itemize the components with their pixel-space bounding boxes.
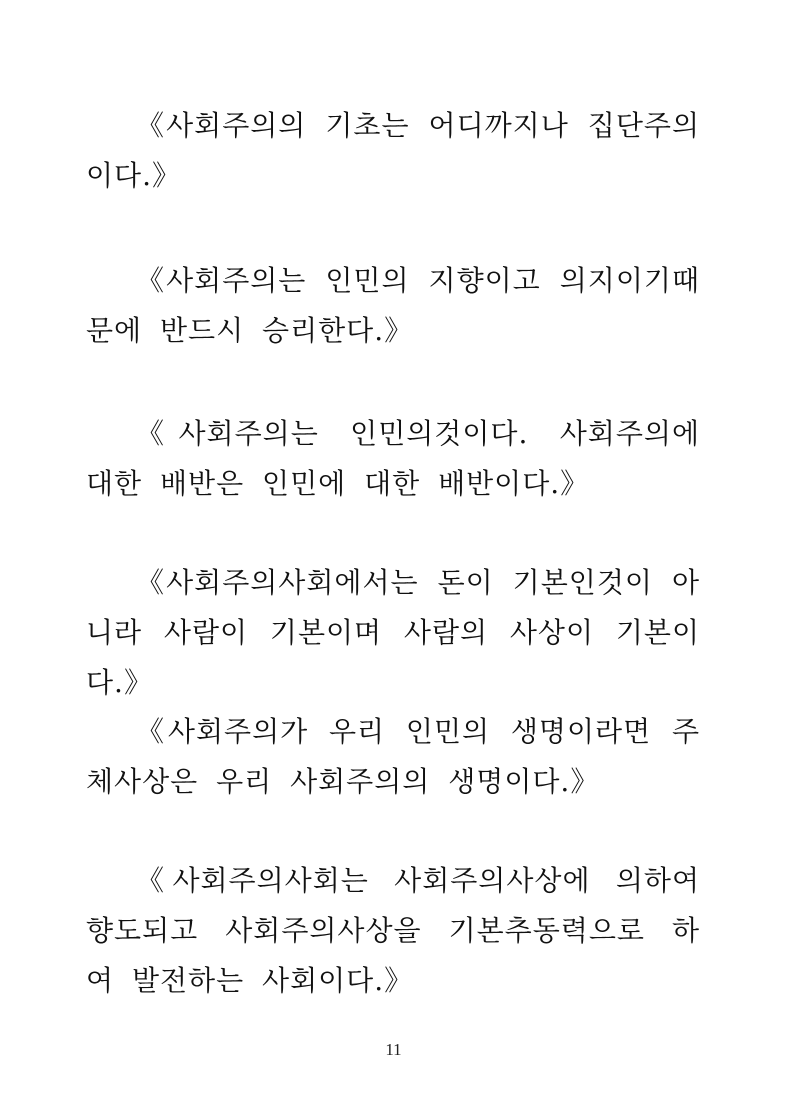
- quote-paragraph-6: 《사회주의사회는 사회주의사상에 의하여 향도되고 사회주의사상을 기본추동력으로 하여 발전하는 사회이다.》: [86, 864, 700, 997]
- quote-paragraph-3: 《사회주의는 인민의것이다. 사회주의에 대한 배반은 인민에 대한 배반이다.》: [86, 417, 700, 500]
- quote-paragraph-4: 《사회주의사회에서는 돈이 기본인것이 아니라 사람이 기본이며 사람의 사상이 기본이다.》: [86, 566, 700, 699]
- quote-paragraph-1: 《사회주의의 기초는 어디까지나 집단주의이다.》: [86, 109, 700, 192]
- quote-paragraph-2: 《사회주의는 인민의 지향이고 의지이기때문에 반드시 승리한다.》: [86, 264, 700, 347]
- page-number: 11: [385, 1040, 402, 1059]
- quote-paragraph-5: 《사회주의가 우리 인민의 생명이라면 주체사상은 우리 사회주의의 생명이다.》: [86, 715, 700, 798]
